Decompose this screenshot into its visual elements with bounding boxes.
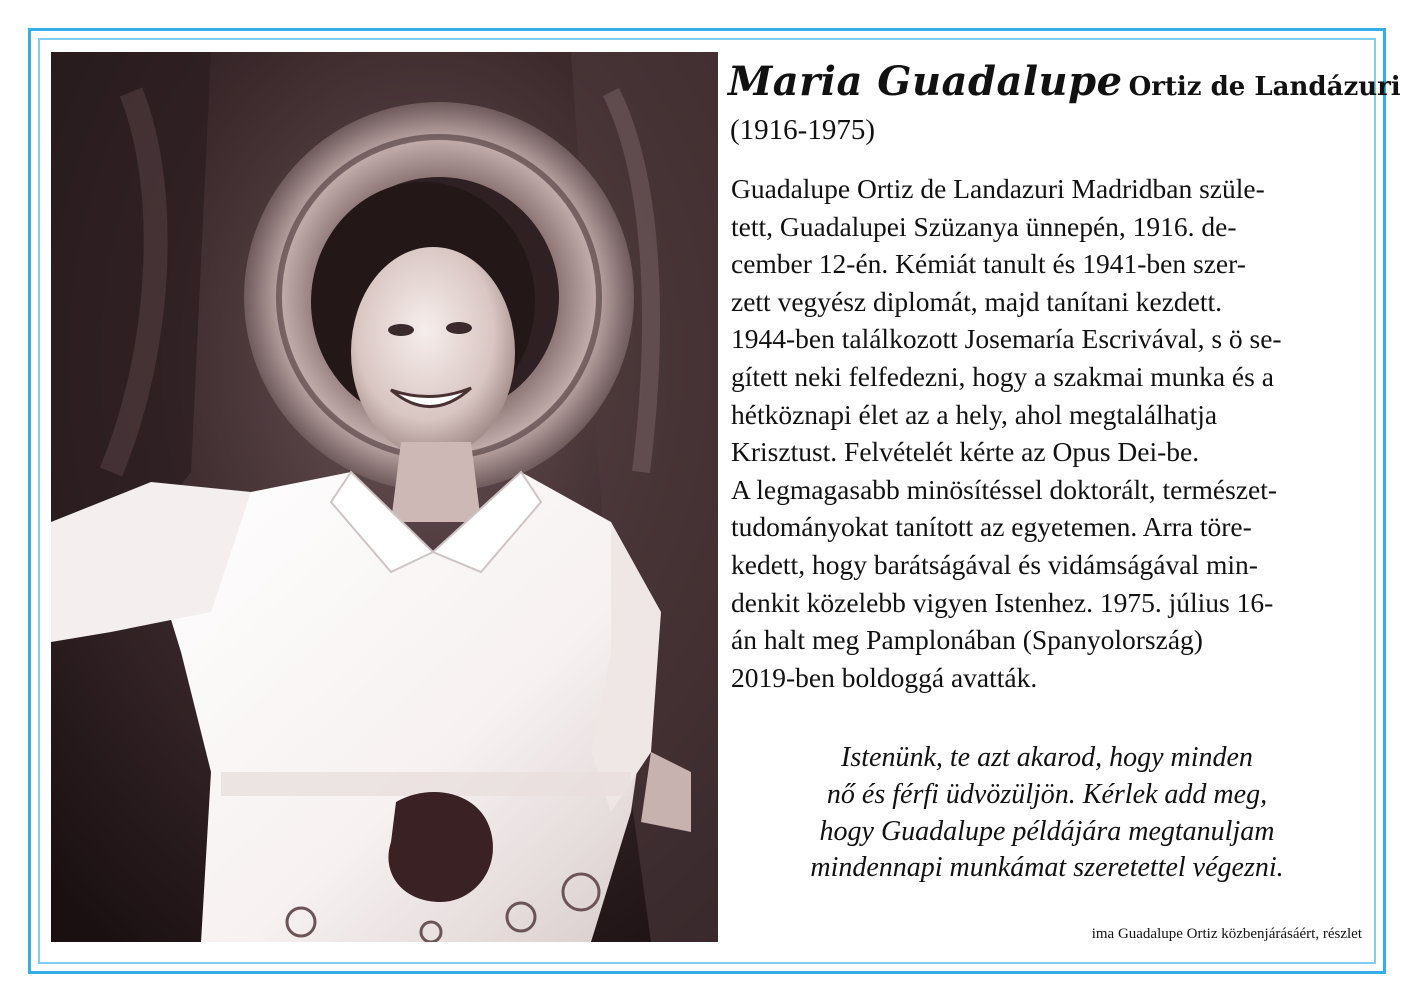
bio-line: zett vegyész diplomát, majd tanítani kezdett. xyxy=(731,285,1223,317)
bio-line: tett, Guadalupei Szüzanya ünnepén, 1916. de- xyxy=(731,210,1237,242)
bio-line: 2019-ben boldoggá avatták. xyxy=(731,661,1038,693)
bio-line: hétköznapi élet az a hely, ahol megtalálhatja xyxy=(731,398,1218,430)
life-years: (1916-1975) xyxy=(730,114,875,146)
bio-line: denkit közelebb vigyen Istenhez. 1975. július 16- xyxy=(731,586,1274,618)
bio-line: cember 12-én. Kémiát tanult és 1941-ben szer- xyxy=(731,248,1246,280)
portrait-photo xyxy=(51,52,718,942)
biography-text xyxy=(731,170,1371,696)
prayer-caption: ima Guadalupe Ortiz közbenjárásáért, részlet xyxy=(1091,926,1362,942)
title-heading xyxy=(728,58,1401,105)
portrait-illustration xyxy=(51,52,718,942)
prayer-line: Istenünk, te azt akarod, hogy minden xyxy=(841,742,1253,773)
bio-line: kedett, hogy barátságával és vidámságával min- xyxy=(731,548,1258,580)
prayer-text xyxy=(722,740,1372,887)
bio-line: gített neki felfedezni, hogy a szakmai munka és a xyxy=(731,360,1274,392)
prayer-line: nő és férfi üdvözüljön. Kérlek add meg, xyxy=(826,778,1268,810)
bio-line: Krisztust. Felvételét kérte az Opus Dei-be. xyxy=(731,436,1200,468)
bio-line: án halt meg Pamplonában (Spanyolország) xyxy=(731,624,1203,656)
prayer-line: mindennapi munkámat szeretettel végezni. xyxy=(810,852,1284,884)
title-name: Maria Guadalupe xyxy=(728,58,1123,105)
bio-line: Guadalupe Ortiz de Landazuri Madridban szüle- xyxy=(731,173,1265,204)
bio-line: tudományokat tanított az egyetemen. Arra töre- xyxy=(731,511,1252,543)
prayer-line: hogy Guadalupe példájára megtanuljam xyxy=(819,815,1275,847)
bio-line: A legmagasabb minösítéssel doktorált, természet- xyxy=(731,473,1278,505)
bio-line: 1944-ben találkozott Josemaría Escrivával, s ö se- xyxy=(731,323,1282,355)
title-surname: Ortiz de Landázuri xyxy=(1128,72,1401,102)
